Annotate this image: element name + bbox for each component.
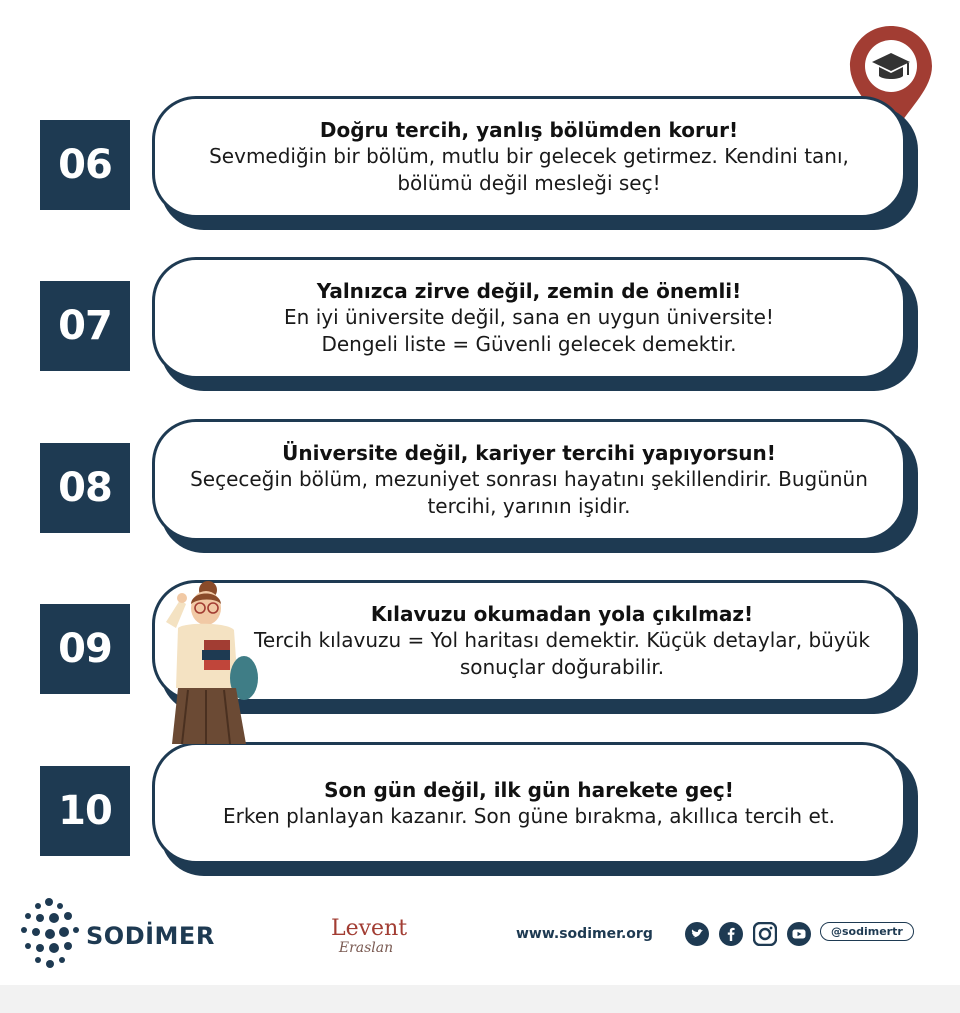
twitter-icon[interactable] — [685, 922, 709, 946]
instagram-icon[interactable] — [753, 922, 777, 946]
tip-row — [0, 580, 960, 720]
tip-body: Tercih kılavuzu = Yol haritası demektir. Küçük detaylar, büyük sonuçlar doğurabilir. — [254, 628, 870, 679]
tip-row — [0, 742, 960, 882]
tip-number-badge: 09 — [40, 604, 130, 694]
sodimer-logo-icon — [18, 896, 80, 972]
facebook-icon[interactable] — [719, 922, 743, 946]
tip-body: En iyi üniversite değil, sana en uygun üniversite! Dengeli liste = Güvenli gelecek demektir. — [284, 305, 774, 356]
tip-title: Doğru tercih, yanlış bölümden korur! — [319, 118, 739, 142]
bottom-strip — [0, 985, 960, 1013]
signature-name: Levent — [331, 916, 408, 941]
tip-row — [0, 96, 960, 236]
tip-card — [152, 742, 906, 864]
tip-card — [152, 419, 906, 541]
tip-number-badge: 10 — [40, 766, 130, 856]
website-link[interactable]: www.sodimer.org — [516, 926, 653, 942]
tip-row — [0, 257, 960, 397]
footer — [0, 890, 960, 980]
brand-name: SODİMER — [86, 922, 215, 950]
tip-body: Sevmediğin bir bölüm, mutlu bir gelecek getirmez. Kendini tanı, bölümü değil mesleği seç! — [209, 144, 849, 195]
tip-title: Son gün değil, ilk gün harekete geç! — [324, 777, 734, 802]
tip-number-badge: 06 — [40, 120, 130, 210]
student-illustration — [158, 580, 260, 744]
tip-card — [152, 257, 906, 379]
tip-body: Seçeceğin bölüm, mezuniyet sonrası hayatını şekillendirir. Bugünün tercihi, yarının işidir. — [190, 467, 868, 518]
tip-number-badge: 08 — [40, 443, 130, 533]
tip-row — [0, 419, 960, 559]
tip-title: Yalnızca zirve değil, zemin de önemli! — [316, 279, 742, 303]
tip-card — [152, 96, 906, 218]
tip-body: Erken planlayan kazanır. Son güne bırakma, akıllıca tercih et. — [223, 803, 835, 828]
tip-number-badge: 07 — [40, 281, 130, 371]
tip-card — [152, 580, 906, 702]
signature-surname: Eraslan — [338, 940, 394, 956]
youtube-icon[interactable] — [787, 922, 811, 946]
tip-title: Üniversite değil, kariyer tercihi yapıyorsun! — [282, 441, 776, 465]
social-handle[interactable]: @sodimertr — [820, 922, 914, 941]
tip-title: Kılavuzu okumadan yola çıkılmaz! — [370, 602, 754, 626]
